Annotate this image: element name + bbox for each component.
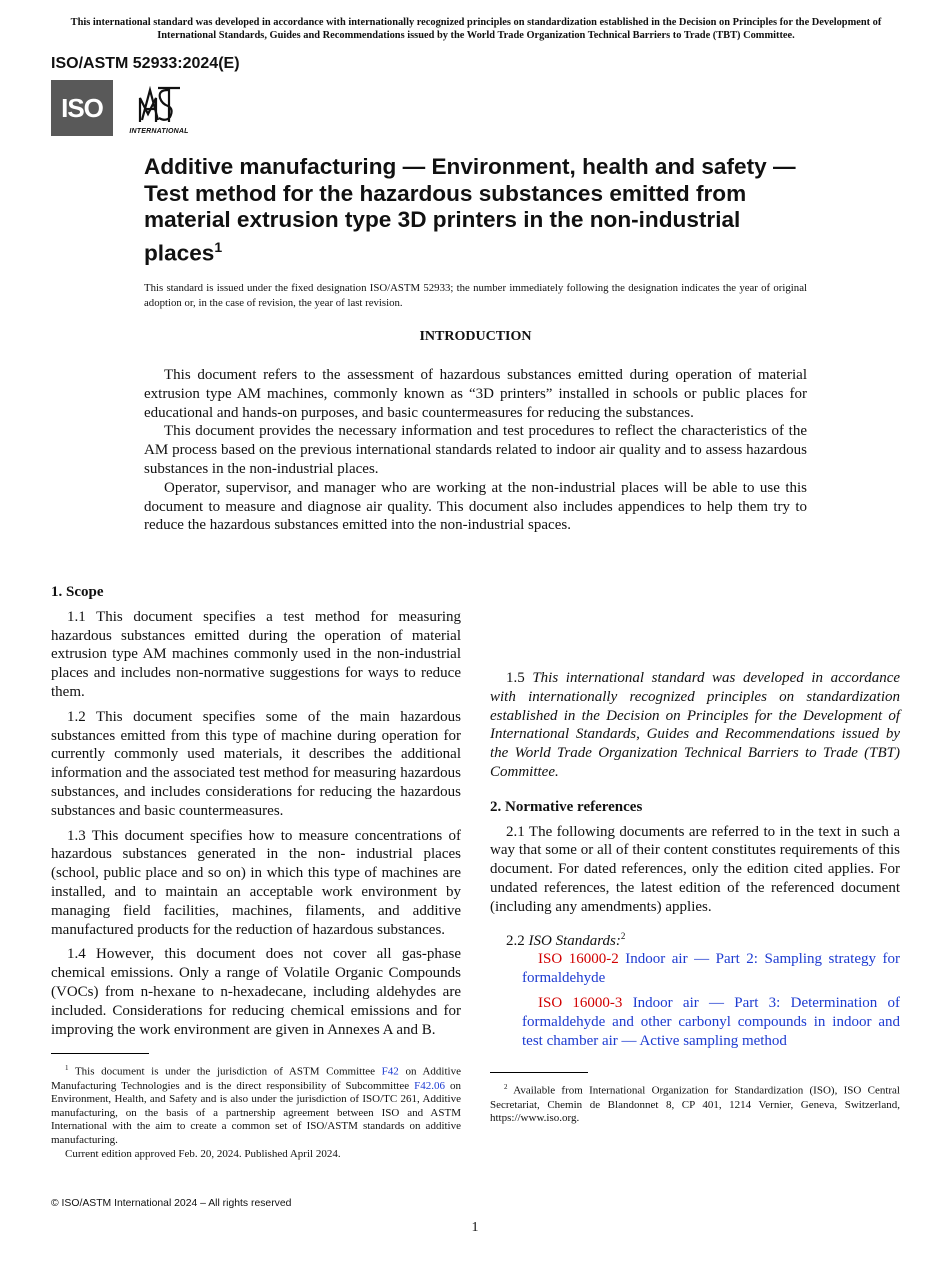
footnote-2-mark: 2 bbox=[504, 1083, 508, 1092]
left-column bbox=[51, 583, 461, 1161]
normative-heading: 2. Normative references bbox=[490, 798, 643, 815]
reference-code[interactable]: ISO 16000-2 bbox=[538, 951, 619, 968]
footnote-2 bbox=[490, 1081, 900, 1125]
scope-1-4: 1.4 However, this document does not cover all gas-phase chemical emissions. Only a range of Volatile Organic Compounds (VOCs) from n-hexane to n-hexadecane, including aldehydes are included. Considerations for reducing chemical emissions and for improving the work environment are given in Annexes A and B. bbox=[51, 946, 461, 1038]
f42-06-link[interactable]: F42.06 bbox=[414, 1079, 445, 1092]
footnote-1-text-c: on Environment, Health, and Safety and is also under the jurisdiction of ISO/TC 261, Additive manufacturing, on the basis of a partnership agreement between ISO and ASTM International with the aim to create a common set of ISO/ASTM standards on additive manufacturing. bbox=[51, 1079, 462, 1146]
footnote-1-text-a: This document is under the jurisdiction of ASTM Committee bbox=[74, 1065, 382, 1078]
reference-item[interactable] bbox=[506, 994, 900, 1050]
introduction-body bbox=[144, 366, 807, 535]
reference-code[interactable]: ISO 16000-3 bbox=[538, 994, 623, 1011]
intro-paragraph: Operator, supervisor, and manager who are working at the non-industrial places will be able to use this document to measure and diagnose air quality. This document also includes appendices to help them try to reduce the hazardous substances emitted into the non-industrial spaces. bbox=[144, 479, 807, 534]
scope-1-5-text: This international standard was developed in accordance with internationally recognized principles on standardization established in the Decision on Principles for the Development of International Standards, Guides and Recommendations issued by the World Trade Organization Technical Barriers to Trade (TBT) Committee. bbox=[490, 670, 901, 780]
normative-2-1: 2.1 The following documents are referred to in the text in such a way that some or all of their content constitutes requirements of this document. For dated references, only the edition cited applies. For undated references, the latest edition of the referenced document (including any amendments) applies. bbox=[490, 823, 900, 915]
scope-1-4-continuation-spacer bbox=[490, 583, 900, 669]
standard-id: ISO/ASTM 52933:2024(E) bbox=[51, 55, 240, 72]
scope-1-3: 1.3 This document specifies how to measure concentrations of hazardous substances generated in the non- industrial places (school, public place and so on) in which this type of machines are installed, and to maintain an acceptable work environment by managing field facilities, machines, filaments, and additive manufactured products for the reduction of hazardous substances. bbox=[51, 827, 461, 938]
footnote-rule bbox=[51, 1053, 149, 1054]
copyright: © ISO/ASTM International 2024 – All rights reserved bbox=[51, 1198, 292, 1209]
footnote-1-mark: 1 bbox=[65, 1064, 69, 1073]
scope-1-5 bbox=[490, 669, 900, 782]
footnote-1 bbox=[51, 1062, 461, 1161]
normative-2-2-footnote-mark: 2 bbox=[620, 930, 626, 941]
scope-1-1: 1.1 This document specifies a test method for measuring hazardous substances emitted during the operation of material extrusion type AM machines commonly used in the non-industrial places and includes non-normative suggestions for ways to reduce them. bbox=[51, 608, 461, 700]
reference-item[interactable] bbox=[506, 950, 900, 988]
document-title bbox=[144, 154, 824, 267]
footnote-1-body bbox=[51, 1062, 461, 1147]
footnote-2-text: Available from International Organization for Standardization (ISO), ISO Central Secretariat, Chemin de Blandonnet 8, CP 401, 1214 Vernier, Geneva, Switzerland, https://www.iso.org. bbox=[490, 1085, 900, 1125]
astm-logo bbox=[128, 84, 190, 138]
normative-2-2-number: 2.2 bbox=[506, 932, 525, 949]
iso-standards-label: ISO Standards: bbox=[528, 932, 621, 949]
iso-logo-text: ISO bbox=[61, 93, 103, 123]
top-notice: This international standard was developed in accordance with internationally recognized principles on standardization established in the Decision on Principles for the Development of International Standards, Guides and Recommendations issued by the World Trade Organization Technical Barriers to Trade (TBT) Committee. bbox=[70, 17, 882, 41]
page-number: 1 bbox=[471, 1220, 479, 1235]
iso-logo bbox=[51, 80, 113, 136]
normative-2-2 bbox=[490, 927, 900, 951]
astm-logo-caption: INTERNATIONAL bbox=[129, 128, 189, 135]
scope-heading: 1. Scope bbox=[51, 584, 104, 600]
f42-link[interactable]: F42 bbox=[381, 1065, 399, 1078]
footnote-rule bbox=[490, 1072, 588, 1073]
intro-paragraph: This document provides the necessary information and test procedures to reflect the characteristics of the AM process based on the previous international standards related to indoor air quality and to assess hazardous substances in the non-industrial places. bbox=[144, 423, 807, 477]
designation-note: This standard is issued under the fixed designation ISO/ASTM 52933; the number immediately following the designation indicates the year of original adoption or, in the case of revision, the year of last revision. bbox=[144, 282, 807, 309]
footnote-1-edition: Current edition approved Feb. 20, 2024. Published April 2024. bbox=[65, 1147, 341, 1160]
footnote-2-body bbox=[490, 1081, 900, 1125]
document-title-text: Additive manufacturing — Environment, health and safety — Test method for the hazardous substances emitted from material extrusion type 3D printers in the non-industrial places bbox=[144, 154, 796, 266]
right-column bbox=[490, 583, 900, 1126]
footnote-1-text-b: on Additive Manufacturing Technologies and is the direct responsibility of Subcommittee bbox=[51, 1065, 461, 1092]
intro-paragraph: This document refers to the assessment of hazardous substances emitted during operation of material extrusion type AM machines, commonly known as “3D printers” installed in schools or public places for educational and hands-on purposes, and basic countermeasures for reducing the substances. bbox=[144, 367, 807, 421]
astm-emblem-icon bbox=[136, 84, 182, 124]
title-footnote-mark: 1 bbox=[214, 238, 223, 255]
reference-title[interactable]: Indoor air — Part 2: Sampling strategy for formaldehyde bbox=[522, 951, 901, 987]
introduction-heading: INTRODUCTION bbox=[419, 329, 532, 344]
scope-1-2: 1.2 This document specifies some of the main hazardous substances emitted from this type of machine during operation for currently commonly used materials, it describes the additional information and the associated test method for measuring hazardous substances, and includes considerations for reducing the hazardous substances and basic countermeasures. bbox=[51, 708, 461, 819]
reference-title[interactable]: Indoor air — Part 3: Determination of formaldehyde and other carbonyl compounds in indoor and test chamber air — Active sampling method bbox=[522, 994, 900, 1049]
scope-1-5-number: 1.5 bbox=[506, 670, 525, 686]
